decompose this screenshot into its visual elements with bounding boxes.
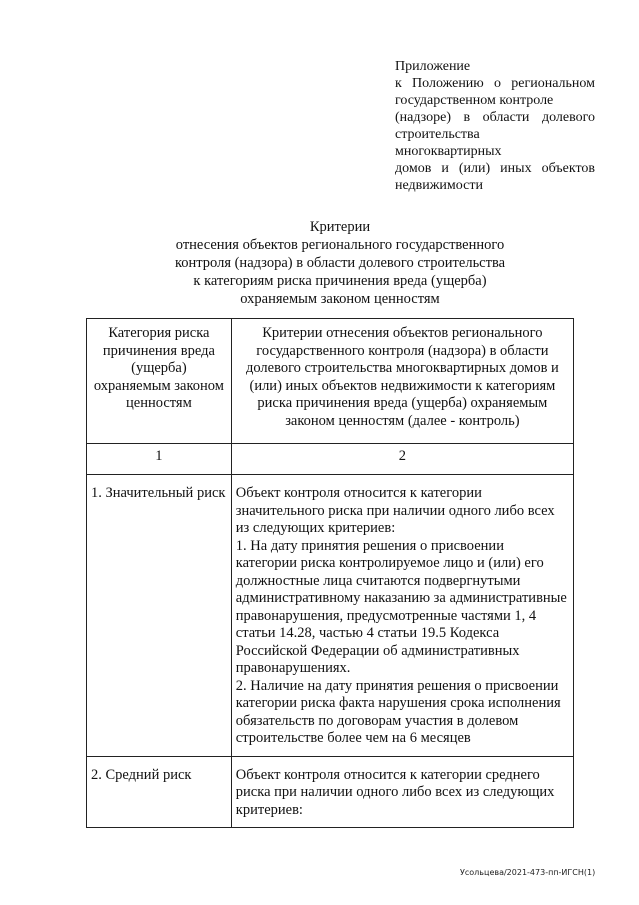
risk-criteria	[231, 756, 573, 828]
column-number-2: 2	[231, 444, 573, 475]
risk-criteria	[231, 475, 573, 757]
appendix-line: (надзоре) в области долевого	[395, 110, 595, 125]
table-header-row	[87, 319, 574, 444]
appendix-line: Приложение	[395, 59, 471, 74]
header-cell-criteria: Критерии отнесения объектов регионального государственного контроля (надзора) в области долевого строительства многоквартирных домов и (или) иных объектов недвижимости к категориям риска причинения вреда (ущерба) охраняемым законом ценностям (далее - контроль)	[231, 319, 573, 444]
document-title	[80, 218, 600, 308]
risk-category: 1. Значительный риск	[87, 475, 232, 757]
column-number-1: 1	[87, 444, 232, 475]
criteria-table	[86, 318, 574, 828]
criteria-paragraph: 1. На дату принятия решения о присвоении категории риска контролируемое лицо и (или) его должностные лица считаются подвергнутыми административному наказанию за административные правонарушения, предусмотренные частями 1, 4 статьи 14.28, частью 4 статьи 19.5 Кодекса Российской Федерации об административных правонарушениях.	[235, 537, 567, 676]
title-line: Критерии	[309, 219, 371, 235]
appendix-block	[395, 58, 595, 194]
appendix-line: многоквартирных	[395, 144, 502, 159]
title-line: охраняемым законом ценностям	[240, 291, 440, 307]
table-number-row	[87, 444, 574, 475]
title-line: отнесения объектов регионального государственного	[175, 237, 505, 253]
title-line: контроля (надзора) в области долевого строительства	[174, 255, 506, 271]
appendix-line: строительства	[395, 127, 480, 142]
document-id-footer: Усольцева/2021-473-пп-ИГСН(1)	[460, 868, 596, 877]
risk-category: 2. Средний риск	[87, 756, 232, 828]
appendix-line: домов и (или) иных объектов	[395, 161, 595, 176]
criteria-paragraph: 2. Наличие на дату принятия решения о присвоении категории риска факта нарушения срока исполнения обязательств по договорам участия в долевом строительстве более чем на 6 месяцев	[235, 677, 561, 746]
appendix-line: к Положению о региональном	[395, 76, 595, 91]
header-cell-category: Категория риска причинения вреда (ущерба) охраняемым законом ценностям	[87, 319, 232, 444]
appendix-line: недвижимости	[395, 178, 483, 193]
table-row	[87, 756, 574, 828]
criteria-paragraph: Объект контроля относится к категории значительного риска при наличии одного либо всех из следующих критериев:	[235, 485, 555, 536]
title-line: к категориям риска причинения вреда (ущерба)	[193, 273, 487, 289]
table-row	[87, 475, 574, 757]
criteria-paragraph: Объект контроля относится к категории среднего риска при наличии одного либо всех из следующих критериев:	[235, 766, 555, 818]
appendix-line: государственном контроле	[395, 93, 554, 108]
